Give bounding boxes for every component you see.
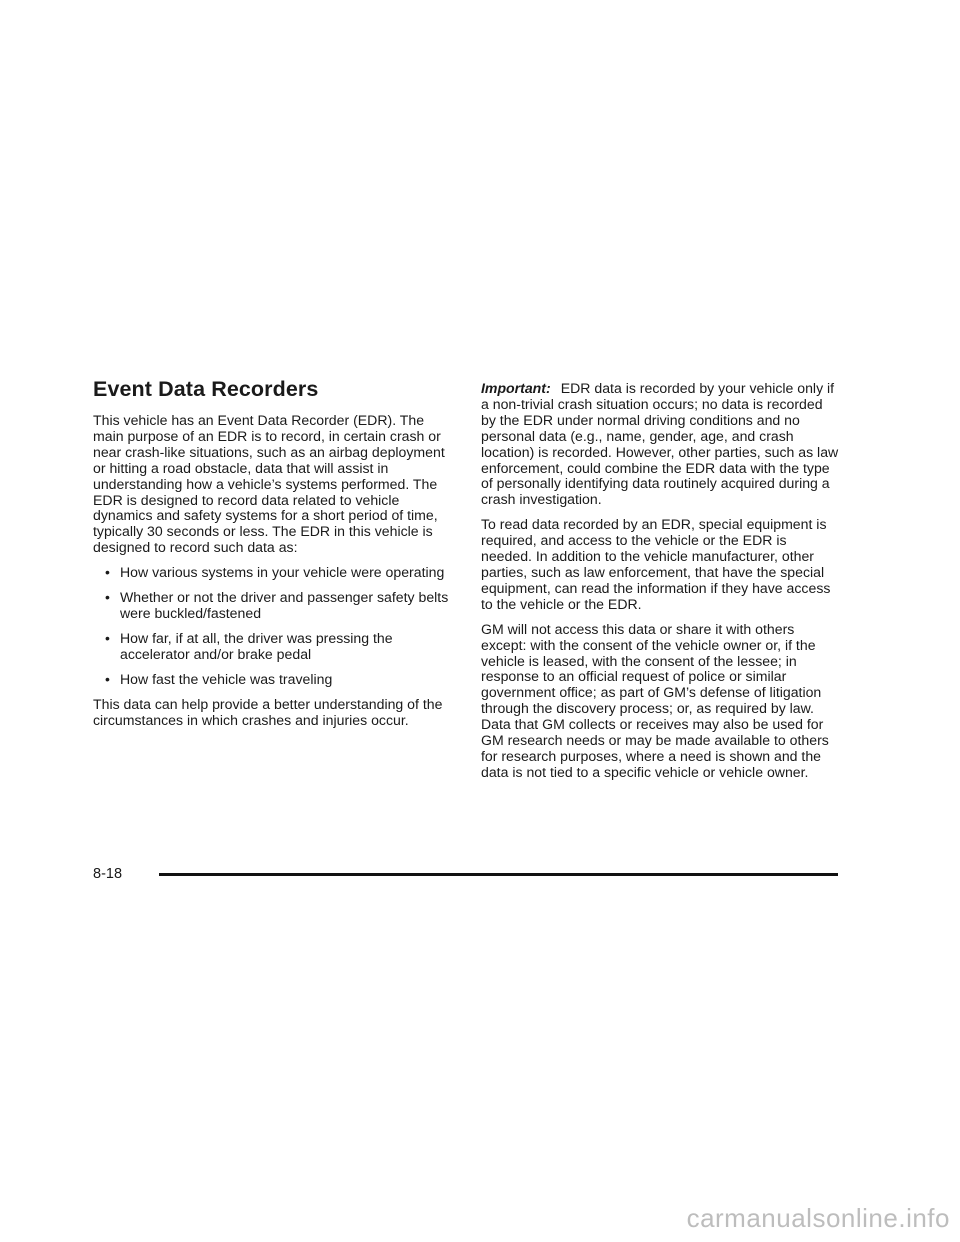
edr-access-paragraph: To read data recorded by an EDR, special equipment is required, and access to the vehicle or the EDR is needed. In addition to the vehicle manufacturer, other parties, such as law enforcement, that have the special equipment, can read the information if they have access to the vehicle or the EDR. (481, 516, 831, 612)
bullet-icon: • (105, 670, 110, 687)
list-item-text: Whether or not the driver and passenger safety belts were buckled/fastened (120, 589, 449, 621)
list-item-text: How far, if at all, the driver was pressing the accelerator and/or brake pedal (120, 629, 393, 662)
list-item (93, 672, 455, 688)
section-heading: Event Data Recorders (93, 377, 319, 401)
bullet-icon: • (105, 589, 110, 606)
footer-divider (159, 873, 838, 876)
list-item-text: How various systems in your vehicle were operating (120, 564, 445, 581)
list-item (93, 565, 455, 581)
important-paragraph (481, 381, 841, 508)
important-label: Important: (481, 380, 551, 396)
bullet-icon: • (105, 629, 110, 646)
intro-paragraph: This vehicle has an Event Data Recorder (EDR). The main purpose of an EDR is to record, in certain crash or near crash-like situations, such as an airbag deployment or hitting a road obstacle, data that will assist in understanding how a vehicle’s systems performed. The EDR is designed to record data related to vehicle dynamics and safety systems for a short period of time, typically 30 seconds or less. The EDR in this vehicle is designed to record such data as: (93, 412, 445, 556)
recorded-data-list (93, 565, 455, 687)
left-column (93, 376, 455, 728)
bullet-icon: • (105, 564, 110, 581)
page-footer (93, 866, 839, 886)
list-item-text: How fast the vehicle was traveling (120, 670, 333, 687)
site-watermark: carmanualsonline.info (686, 1203, 950, 1233)
gm-data-policy-paragraph: GM will not access this data or share it with others except: with the consent of the vehicle owner or, if the vehicle is leased, with the consent of the lessee; in response to an official request of police or similar government office; as part of GM’s defense of litigation through the discovery process; or, as required by law. Data that GM collects or receives may also be used for GM research needs or may be made available to others for research purposes, where a need is shown and the data is not tied to a specific vehicle or vehicle owner. (481, 620, 829, 780)
important-text: EDR data is recorded by your vehicle only if a non-trivial crash situation occurs; no data is recorded by the EDR under normal driving conditions and no personal data (e.g., name, gender, age, and crash location) is recorded. However, other parties, such as law enforcement, could combine the EDR data with the type of personally identifying data routinely acquired during a crash investigation. (481, 380, 839, 508)
closing-paragraph: This data can help provide a better understanding of the circumstances in which crashes and injuries occur. (93, 695, 443, 728)
right-column (481, 381, 841, 781)
list-item (93, 631, 455, 663)
page-number: 8-18 (93, 866, 123, 882)
list-item (93, 590, 455, 622)
